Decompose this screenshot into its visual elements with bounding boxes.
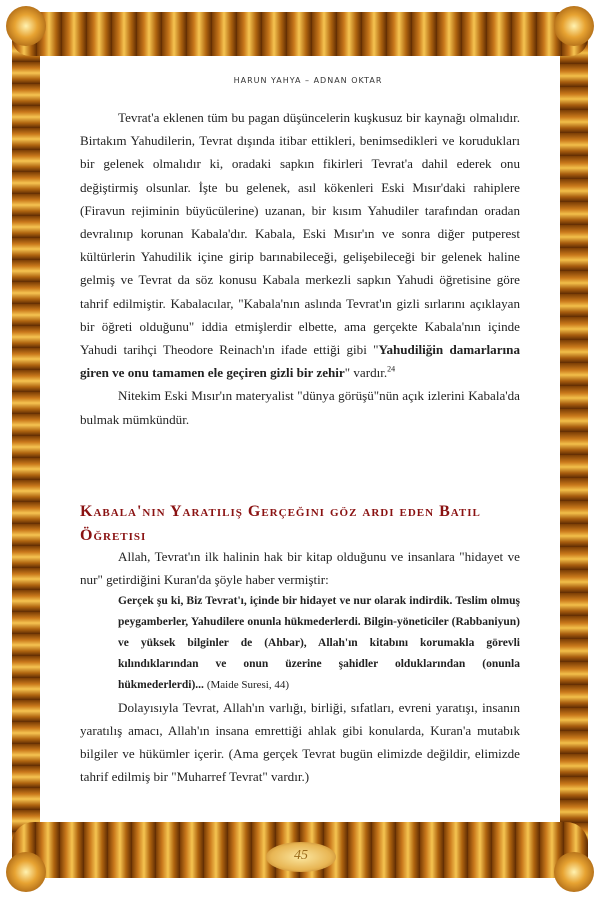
frame-top-garland: [12, 12, 588, 56]
footnote-marker: 24: [387, 364, 396, 374]
section-title: Kabala'nın Yaratılış Gerçeğini göz ardı eden Batıl Öğretisi: [80, 503, 481, 544]
verse-reference: (Maide Suresi, 44): [206, 679, 289, 691]
running-header: HARUN YAHYA – ADNAN OKTAR: [233, 76, 383, 85]
frame-right-column: [560, 18, 588, 888]
page-number: 45: [294, 848, 308, 863]
frame-corner-ornament: [6, 852, 46, 892]
paragraph: Dolayısıyla Tevrat, Allah'ın varlığı, birliği, sıfatları, evreni yaratışı, insanın yaratılış amacı, Allah'ın insana emrettiği ahlak gibi konularda, Kuran'a mutabık bilgiler ve hükümler içerir. (Ama gerçek Tevrat bugün elimizde değildir, elimizde tahrif edilmiş bir "Muharref Tevrat" vardır.): [80, 700, 520, 784]
paragraph: Allah, Tevrat'ın ilk halinin hak bir kitap olduğunu ve insanlara "hidayet ve nur" getirdiğini Kuran'da şöyle haber vermiştir:: [80, 549, 520, 587]
bold-quote: Yahudiliğin damarlarına giren ve onu tamamen ele geçiren gizli bir zehir: [80, 342, 520, 381]
paragraph: Tevrat'a eklenen tüm bu pagan düşüncelerin kuşkusuz bir kaynağı olmalıdır. Birtakım Yahudilerin, Tevrat dışında itibar ettikleri, benimsedikleri ve korudukları bir gelenek olmalıdır ki, oradaki sapkın fikirleri Tevrat'a dahil ederek onu değiştirmiş olsunlar. İşte bu gelenek, asıl kökenleri Eski Mısır'daki rahiplere (Firavun rejiminin büyücülerine) uzanan, bir kısım Yahudiler tarafından oradan devralınıp korunan Kabala'dır. Kabala, Eski Mısır'ın ve sonra diğer putperest kültürlerin Yahudilik içine girip barınabileceği, gelişebileceği bir gelenek haline gelmiş ve Tevrat da söz konusu Kabala merkezli sapkın Yahudi öğretisine göre tahrif edilmiştir. Kabalacılar, "Kabala'nın aslında Tevrat'ın gizli sırlarını açıklayan bir öğreti olduğunu" iddia etmişlerdir elbette, ama gerçekte Kabala'nın içinde Yahudi tarihçi Theodore Reinach'ın ifade ettiği gibi "Yahudiliğin damarlarına giren ve onu tamamen ele geçiren gizli bir zehir" vardır.$^{24}$: [80, 110, 520, 381]
frame-corner-ornament: [554, 852, 594, 892]
verse-quote: Gerçek şu ki, Biz Tevrat'ı, içinde bir hidayet ve nur olarak indirdik. Teslim olmuş peygamberler, Yahudilere onunla hükmederlerdi. Bilgin-yöneticiler (Rabbaniyun) ve yüksek bilginler de (Ahbar), Allah'ın kitabını korumakla görevli kılındıklarından ve onun üzerine şahidler olduklarından (onunla hükmederlerdi)... (Maide Suresi, 44): [118, 595, 520, 691]
frame-left-column: [12, 18, 40, 888]
section-text: [80, 545, 520, 788]
frame-corner-ornament: [6, 6, 46, 46]
main-text: [80, 106, 520, 431]
frame-corner-ornament: [554, 6, 594, 46]
paragraph: Nitekim Eski Mısır'ın materyalist "dünya görüşü"nün açık izlerini Kabala'da bulmak mümkündür.: [80, 388, 520, 427]
